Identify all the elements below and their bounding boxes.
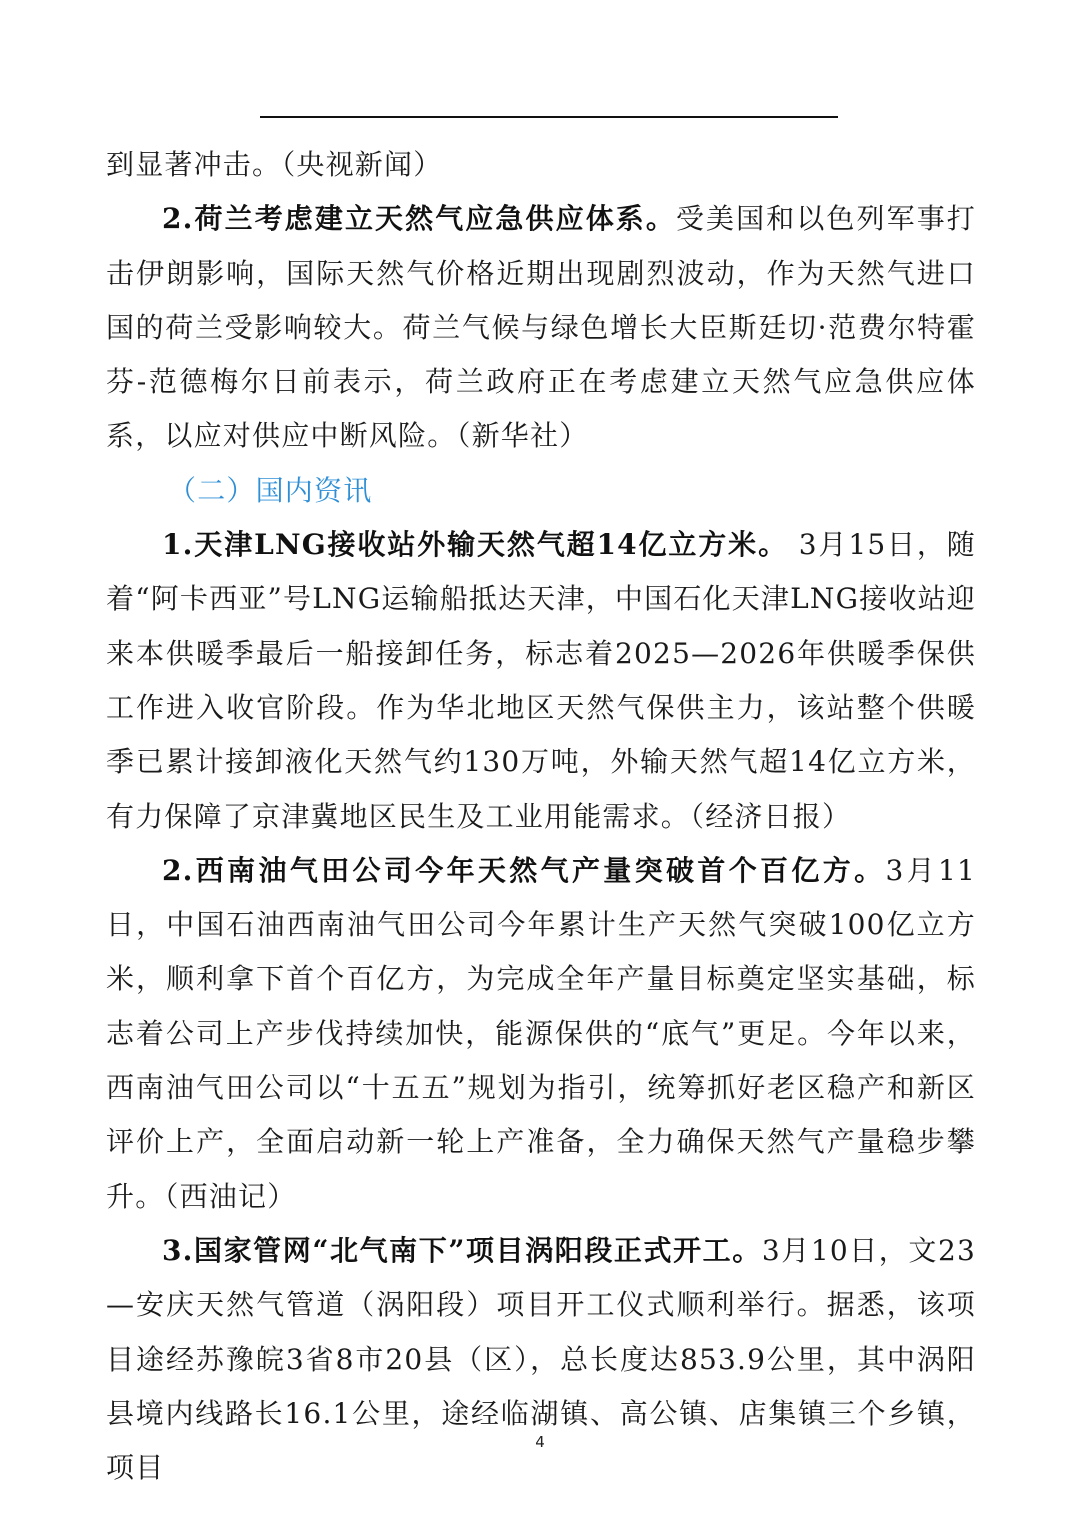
news-item-southwest-gas-field: [106, 844, 976, 1224]
news-item-headline: 2.荷兰考虑建立天然气应急供应体系。: [162, 202, 676, 236]
page-content: [106, 138, 976, 1495]
page-number: 4: [535, 1433, 545, 1451]
intro-paragraph: [106, 138, 976, 192]
news-item-headline: 2.西南油气田公司今年天然气产量突破首个百亿方。: [162, 853, 886, 887]
news-item-headline: 3.国家管网“北气南下”项目涡阳段正式开工。: [162, 1233, 762, 1267]
news-item-body: 3月10日，文23—安庆天然气管道（涡阳段）项目开工仪式顺利举行。据悉，该项目途经苏豫皖3省8市20县（区），总长度达853.9公里，其中涡阳县境内线路长16.1公里，途经临湖镇、高公镇、店集镇三个乡镇，项目: [106, 1233, 977, 1485]
section-heading-domestic: （二）国内资讯: [168, 473, 373, 507]
news-item-netherlands: [106, 192, 976, 463]
news-item-body: 受美国和以色列军事打击伊朗影响，国际天然气价格近期出现剧烈波动，作为天然气进口国的荷兰受影响较大。荷兰气候与绿色增长大臣斯廷切·范费尔特霍芬-范德梅尔日前表示，荷兰政府正在考虑建立天然气应急供应体系，以应对供应中断风险。（新华社）: [106, 202, 976, 453]
news-item-north-gas-south-pipeline: [106, 1224, 976, 1495]
news-item-headline: 1.天津LNG接收站外输天然气超14亿立方米。: [162, 528, 788, 562]
header-rule: [260, 116, 838, 118]
news-item-body: 3月11日，中国石油西南油气田公司今年累计生产天然气突破100亿立方米，顺利拿下首个百亿方，为完成全年产量目标奠定坚实基础，标志着公司上产步伐持续加快，能源保供的“底气”更足。今年以来，西南油气田公司以“十五五”规划为指引，统筹抓好老区稳产和新区评价上产，全面启动新一轮上产准备，全力确保天然气产量稳步攀升。（西油记）: [106, 853, 976, 1213]
intro-text: 到显著冲击。（央视新闻）: [106, 148, 443, 181]
news-item-body: 3月15日，随着“阿卡西亚”号LNG运输船抵达天津，中国石化天津LNG接收站迎来本供暖季最后一船接卸任务，标志着2025—2026年供暖季保供工作进入收官阶段。作为华北地区天然气保供主力，该站整个供暖季已累计接卸液化天然气约130万吨，外输天然气超14亿立方米，有力保障了京津冀地区民生及工业用能需求。（经济日报）: [106, 528, 976, 833]
news-item-tianjin-lng: [106, 518, 976, 844]
